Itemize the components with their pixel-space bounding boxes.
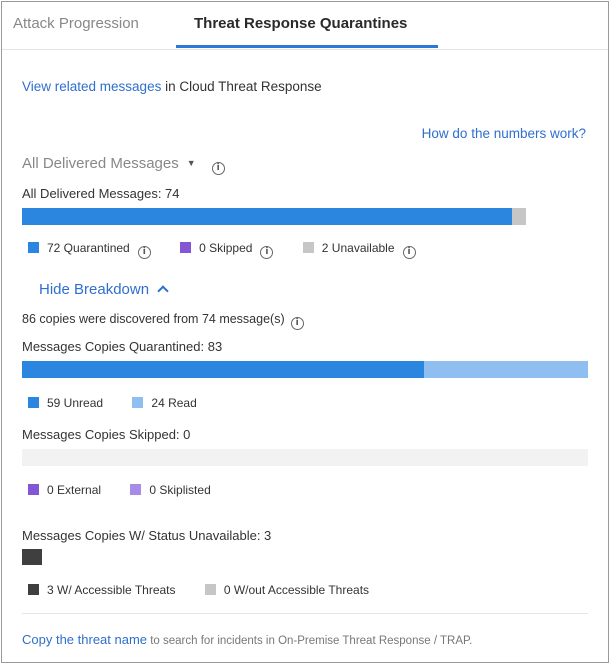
- no-accessible-threats-swatch: [205, 584, 216, 595]
- quarantine-panel: [1, 1, 609, 663]
- footer-line: [22, 632, 472, 647]
- copy-threat-name-link[interactable]: Copy the threat name: [22, 632, 148, 647]
- legend-skipped: [180, 241, 273, 259]
- info-icon[interactable]: i: [291, 317, 304, 330]
- skipped-copies-title: Messages Copies Skipped: 0: [22, 427, 191, 442]
- delivered-bar: [22, 208, 526, 225]
- legend-accessible-threats: [28, 583, 176, 597]
- legend-unread: [28, 396, 103, 410]
- copies-summary-text: 86 copies were discovered from 74 message(s): [22, 312, 285, 326]
- delivered-title: All Delivered Messages: 74: [22, 186, 180, 201]
- info-icon[interactable]: i: [403, 246, 416, 259]
- info-icon[interactable]: i: [260, 246, 273, 259]
- skiplisted-swatch: [130, 484, 141, 495]
- legend-skiplisted: [130, 483, 210, 497]
- quarantined-segment: [22, 208, 512, 225]
- legend-no-accessible-threats-label: 0 W/out Accessible Threats: [223, 582, 370, 597]
- skipped-copies-legend: [28, 482, 237, 497]
- unavailable-copies-bar: [22, 549, 42, 565]
- legend-unread-label: 59 Unread: [47, 395, 104, 410]
- how-numbers-work-link[interactable]: How do the numbers work?: [421, 126, 586, 141]
- accessible-threats-swatch: [28, 584, 39, 595]
- related-messages-line: [22, 79, 322, 94]
- delivered-legend: [28, 241, 442, 259]
- unavailable-copies-legend: [28, 582, 395, 597]
- read-swatch: [132, 397, 143, 408]
- read-segment: [424, 361, 588, 378]
- info-icon[interactable]: i: [138, 246, 151, 259]
- legend-external: [28, 483, 101, 497]
- hide-breakdown-toggle[interactable]: [39, 281, 167, 298]
- legend-skipped-label: 0 Skipped: [199, 241, 253, 255]
- unread-segment: [22, 361, 424, 378]
- legend-quarantined-label: 72 Quarantined: [47, 241, 130, 255]
- unavailable-swatch: [303, 242, 314, 253]
- active-tab-indicator: [176, 45, 438, 48]
- hide-breakdown-label: Hide Breakdown: [39, 281, 150, 298]
- legend-quarantined: [28, 241, 151, 259]
- quarantined-swatch: [28, 242, 39, 253]
- related-messages-suffix: in Cloud Threat Response: [161, 79, 322, 94]
- legend-unavailable: [303, 241, 416, 259]
- legend-unavailable-label: 2 Unavailable: [321, 241, 395, 255]
- copies-summary: [22, 312, 304, 330]
- legend-skiplisted-label: 0 Skiplisted: [149, 482, 211, 497]
- message-filter-label: All Delivered Messages: [22, 155, 179, 172]
- footer-divider: [22, 613, 588, 614]
- quarantined-copies-legend: [28, 395, 223, 410]
- external-swatch: [28, 484, 39, 495]
- legend-read-label: 24 Read: [151, 395, 197, 410]
- unavailable-copies-title: Messages Copies W/ Status Unavailable: 3: [22, 528, 272, 543]
- quarantined-copies-bar: [22, 361, 588, 378]
- info-icon[interactable]: i: [212, 162, 225, 175]
- legend-external-label: 0 External: [47, 482, 102, 497]
- skipped-swatch: [180, 242, 191, 253]
- legend-no-accessible-threats: [205, 583, 369, 597]
- tab-bar: [2, 2, 608, 50]
- chevron-up-icon: [157, 285, 168, 296]
- message-filter-dropdown[interactable]: [22, 155, 225, 175]
- legend-accessible-threats-label: 3 W/ Accessible Threats: [47, 582, 176, 597]
- skipped-copies-bar: [22, 449, 588, 466]
- footer-suffix: to search for incidents in On-Premise Threat Response / TRAP.: [147, 635, 473, 647]
- unread-swatch: [28, 397, 39, 408]
- tab-threat-response-quarantines[interactable]: Threat Response Quarantines: [194, 15, 408, 32]
- caret-down-icon: ▼: [186, 158, 196, 168]
- quarantined-copies-title: Messages Copies Quarantined: 83: [22, 339, 223, 354]
- view-related-messages-link[interactable]: View related messages: [22, 79, 162, 94]
- unavailable-segment: [512, 208, 526, 225]
- tab-attack-progression[interactable]: Attack Progression: [13, 15, 139, 32]
- legend-read: [132, 396, 196, 410]
